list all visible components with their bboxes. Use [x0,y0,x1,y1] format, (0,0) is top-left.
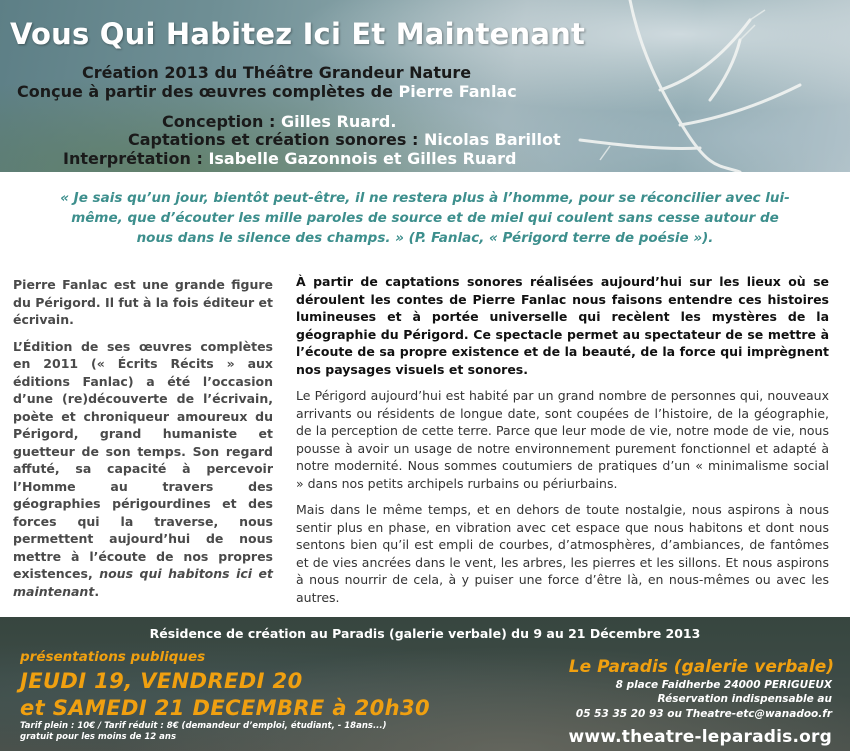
dates-line-2: et SAMEDI 21 DECEMBRE à 20h30 [20,696,431,720]
conception-label: Conception : [162,112,281,131]
captations-value: Nicolas Barillot [423,130,561,149]
tarif-line-2: gratuit pour les moins de 12 ans [20,732,177,742]
venue-name: Le Paradis (galerie verbale) [568,657,834,677]
perigord-paragraph: Le Périgord aujourd’hui est habité par un grand nombre de personnes qui, nouveaux arrivants ou résidents de longue date, sont coupées de l’histoire, de la géographie, de la perception de cette terre. Parce que leur mode de vie, notre mode de vie, nous pousse à avoir un usage de notre environnement purement fonctionnel et adapté à notre modernité. Nous sommes coutumiers de pratiques d’un « minimalisme social » dans nos petits archipels rurbains ou périurbains. [296,388,829,491]
dates-line-1: JEUDI 19, VENDREDI 20 [20,669,303,693]
creation-text: Création 2013 du Théâtre Grandeur Nature [82,63,472,82]
interpretation-label: Interprétation : [63,149,209,168]
edition-paragraph [13,338,273,601]
edition-text: L’Édition de ses œuvres complètes en 2011 (« Écrits Récits » aux éditions Fanlac) a été l’occasion d’une (re)découverte de l’écrivain, poète et chroniqueur amoureux du Périgord, grand humaniste et guetteur de son temps. Son regard affuté, sa capacité à percevoir l’Homme au travers des géographies périgourdines et des forces qui la traverse, nous permettent aujourd’hui de nous mettre à l’écoute de nos propres existences, [13,338,273,581]
left-column [13,276,273,608]
footer-banner [0,617,850,751]
edition-italic: nous qui habitons ici et maintenant [13,566,274,599]
aspiration-paragraph: Mais dans le même temps, et en dehors de toute nostalgie, nous aspirons à nous sentir plus en phase, en vibration avec cet espace que nous habitons et dont nous sentons bien qu’il est empli de courbes, d’atmosphères, d’ambiances, de fantômes et de vies ancrées dans le vent, les arbres, les pierres et les sillons. Et nous aspirons à nous nourrir de cela, à y puiser une force d’être là, en nous-mêmes ou avec les autres. [296,502,829,605]
interpretation-value: Isabelle Gazonnois et Gilles Ruard [208,149,517,168]
interpretation-line [63,149,516,168]
author-name: Pierre Fanlac [398,82,517,101]
intro-paragraph: Pierre Fanlac est une grande figure du Périgord. Il fut à la fois éditeur et écrivain. [13,277,273,327]
tarif-block [20,721,387,743]
edition-end: . [94,583,100,599]
creation-line [82,63,471,82]
header-banner [0,0,850,172]
reservation-note: Réservation indispensable au [657,693,832,705]
conception-value: Gilles Ruard. [280,112,397,131]
residence-line: Résidence de création au Paradis (galerie verbale) du 9 au 21 Décembre 2013 [149,626,701,641]
conception-line [162,112,396,131]
lead-paragraph: À partir de captations sonores réalisées aujourd’hui sur les lieux où se déroulent les contes de Pierre Fanlac nous faisons entendre ces histoires lumineuses et à portée universelle qui recèlent les mystères de la géographie du Périgord. Ce spectacle permet au spectateur de se mettre à l’écoute de sa propre existence et de la beauté, de la force qui imprègnent nos paysages visuels et sonores. [296,274,829,377]
tarif-line-1: Tarif plein : 10€ / Tarif réduit : 8€ (demandeur d’emploi, étudiant, - 18ans...) [20,721,387,731]
captations-label: Captations et création sonores : [128,130,424,149]
concue-line [17,82,517,101]
presentations-label: présentations publiques [20,649,206,665]
concue-text: Conçue à partir des œuvres complètes de [17,82,399,101]
website-link[interactable]: www.theatre-leparadis.org [568,727,832,747]
captations-line [128,130,561,149]
contact-info: 05 53 35 20 93 ou Theatre-etc@wanadoo.fr [575,708,832,720]
right-column [296,273,829,615]
show-title: Vous Qui Habitez Ici Et Maintenant [10,17,586,51]
fanlac-quote: « Je sais qu’un jour, bientôt peut-être, il ne restera plus à l’homme, pour se réconcilier avec lui-même, que d’écouter les mille paroles de source et de miel qui coulent sans cesse autour de nous dans le silence des champs. » (P. Fanlac, « Périgord terre de poésie »). [60,190,790,246]
venue-address: 8 place Faidherbe 24000 PERIGUEUX [615,679,832,691]
